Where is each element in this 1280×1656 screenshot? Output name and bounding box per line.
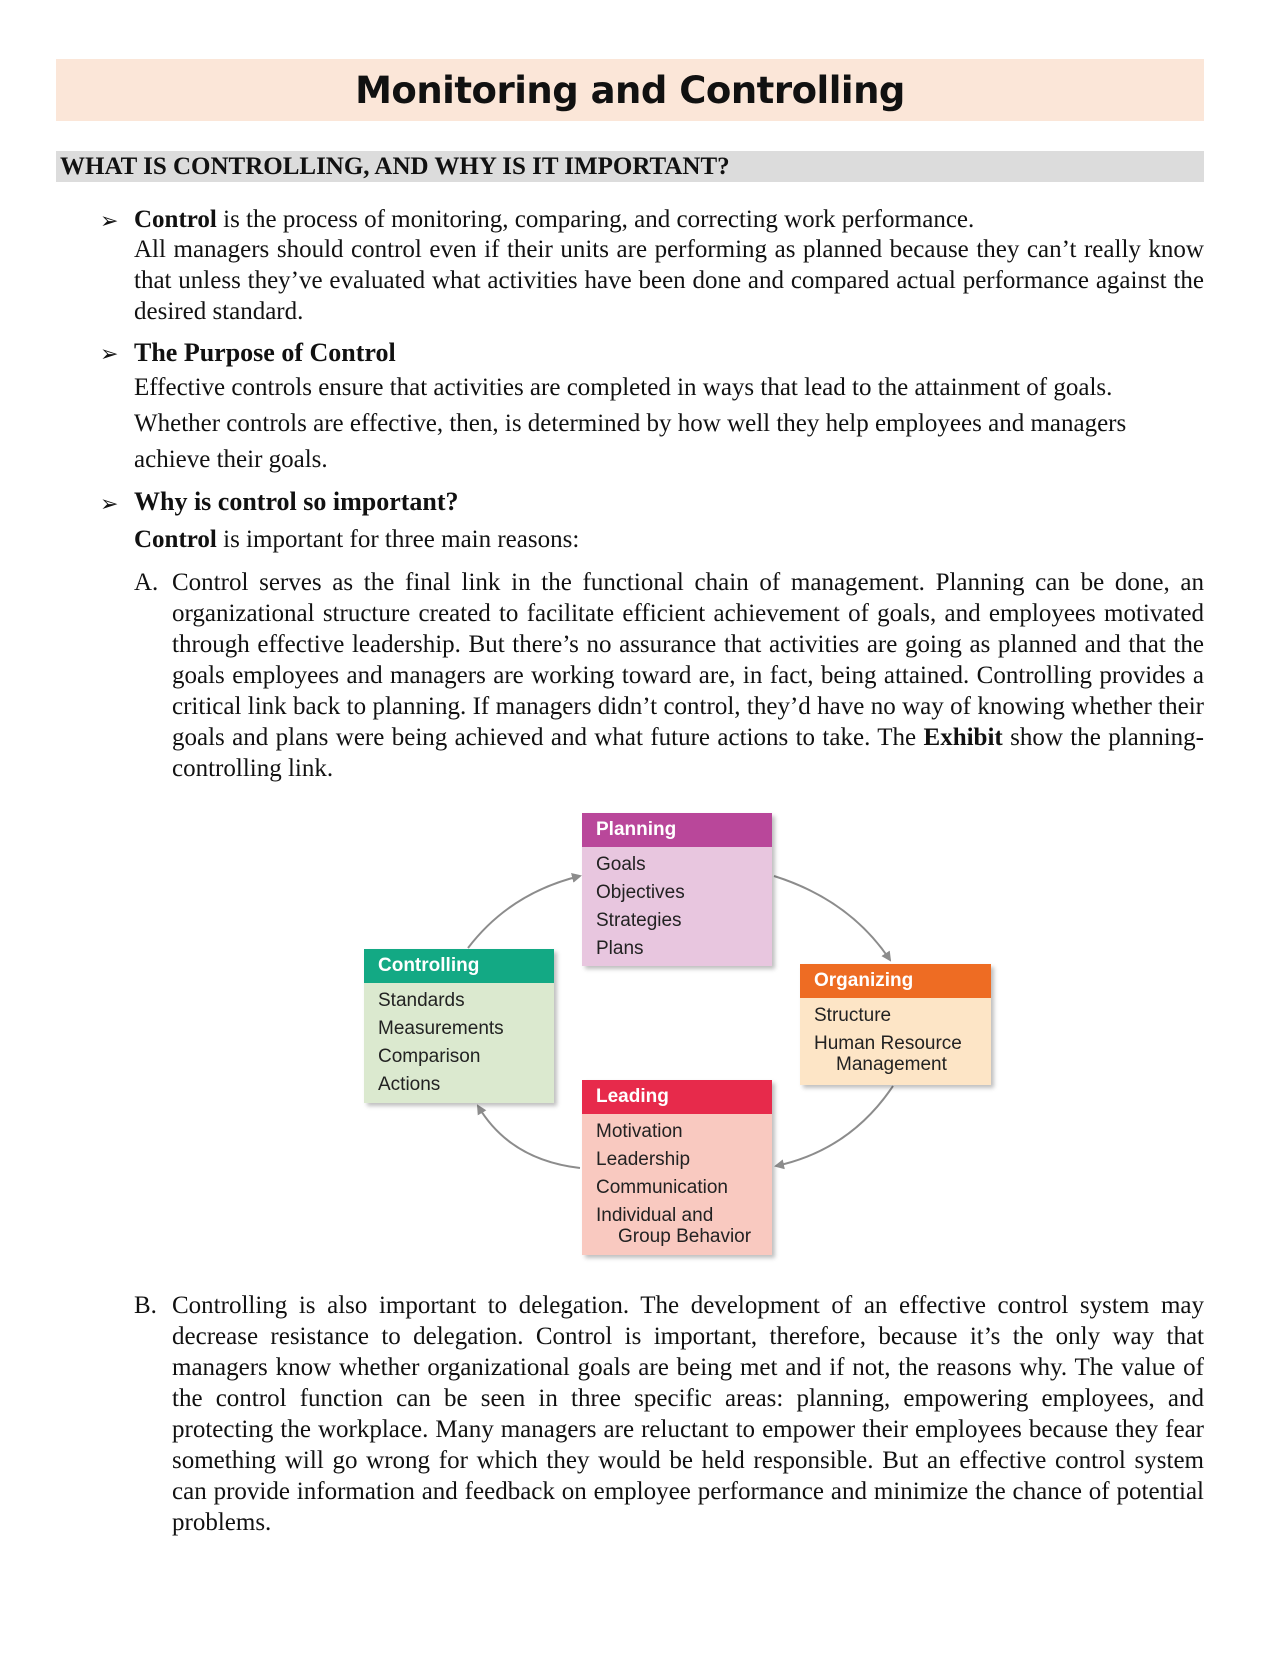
controlling-item: Standards [378,990,465,1011]
controlling-box [364,949,554,1103]
leading-title: Leading [582,1080,772,1114]
reason-a-text: Control serves as the final link in the functional chain of management. Planning can be done, an organizational structure created to facilitate efficient achievement of goals, and employees motivated through effective leadership. But there’s no assurance that activities are going as planned and that the goals employees and managers are working toward are, in fact, being attained. Controlling provides a critical link back to planning. If managers didn’t control, they’d have no way of knowing whether their goals and plans were being achieved and what future actions to take. The Exhibit show the planning-controlling link. [172,569,1205,782]
organizing-item: Structure [814,1005,892,1026]
planning-item: Goals [596,854,646,875]
arrow-planning-to-organizing [774,876,890,960]
control-definition-text: is the process of monitoring, comparing, and correcting work performance. [216,206,975,233]
control-term: Control [134,206,217,233]
arrow-leading-to-controlling [478,1106,580,1168]
controlling-item: Actions [378,1074,441,1095]
controlling-title: Controlling [364,949,554,983]
purpose-heading: The Purpose of Control [134,338,396,367]
leading-item: Individual and [596,1205,714,1226]
organizing-title: Organizing [800,964,991,998]
planning-item: Objectives [596,882,685,903]
title-bar [56,59,1204,121]
section-heading-bar [56,151,1204,182]
control-definition [134,204,1204,235]
arrow-organizing-to-leading [776,1086,893,1166]
leading-item: Motivation [596,1121,683,1142]
purpose-paragraph: Effective controls ensure that activities are completed in ways that lead to the attainment of goals. Whether controls are effective, then, is determined by how well they help employees and managers achieve their goals. [134,374,1127,473]
organizing-box [800,964,991,1085]
section-heading: WHAT IS CONTROLLING, AND WHY IS IT IMPORTANT? [60,153,730,180]
organizing-item: Management [836,1054,947,1075]
planning-title: Planning [582,813,772,847]
leading-box [582,1080,772,1255]
planning-item: Strategies [596,910,682,931]
controlling-item: Comparison [378,1046,481,1067]
reason-a-letter: A. [134,569,159,596]
planning-item: Plans [596,938,644,959]
importance-intro [134,524,1204,555]
importance-intro-text: is important for three main reasons: [216,526,580,553]
controlling-item: Measurements [378,1018,504,1039]
leading-item: Communication [596,1177,728,1198]
exhibit-term: Exhibit [923,724,1003,751]
importance-heading: Why is control so important? [134,487,459,516]
reason-b-text: Controlling is also important to delegation. The development of an effective control system may decrease resistance to delegation. Control is important, therefore, because it’s the only way that managers know whether organizational goals are being met and if not, the reasons why. The value of the control function can be seen in three specific areas: planning, empowering employees, and protecting the workplace. Many managers are reluctant to empower their employees because they fear something will go wrong for which they would be held responsible. But an effective control system can provide information and feedback on employee performance and minimize the chance of potential problems. [172,1292,1204,1536]
leading-item: Group Behavior [618,1226,752,1247]
arrow-controlling-to-planning [468,876,580,948]
organizing-item: Human Resource [814,1033,962,1054]
leading-item: Leadership [596,1149,691,1170]
control-term: Control [134,526,217,553]
reason-b-letter: B. [134,1292,157,1319]
control-paragraph: All managers should control even if their units are performing as planned because they can’t really know that unless they’ve evaluated what activities have been done and compared actual performance against the desired standard. [134,236,1204,325]
planning-box [582,813,772,966]
page-title: Monitoring and Controlling [355,68,905,112]
